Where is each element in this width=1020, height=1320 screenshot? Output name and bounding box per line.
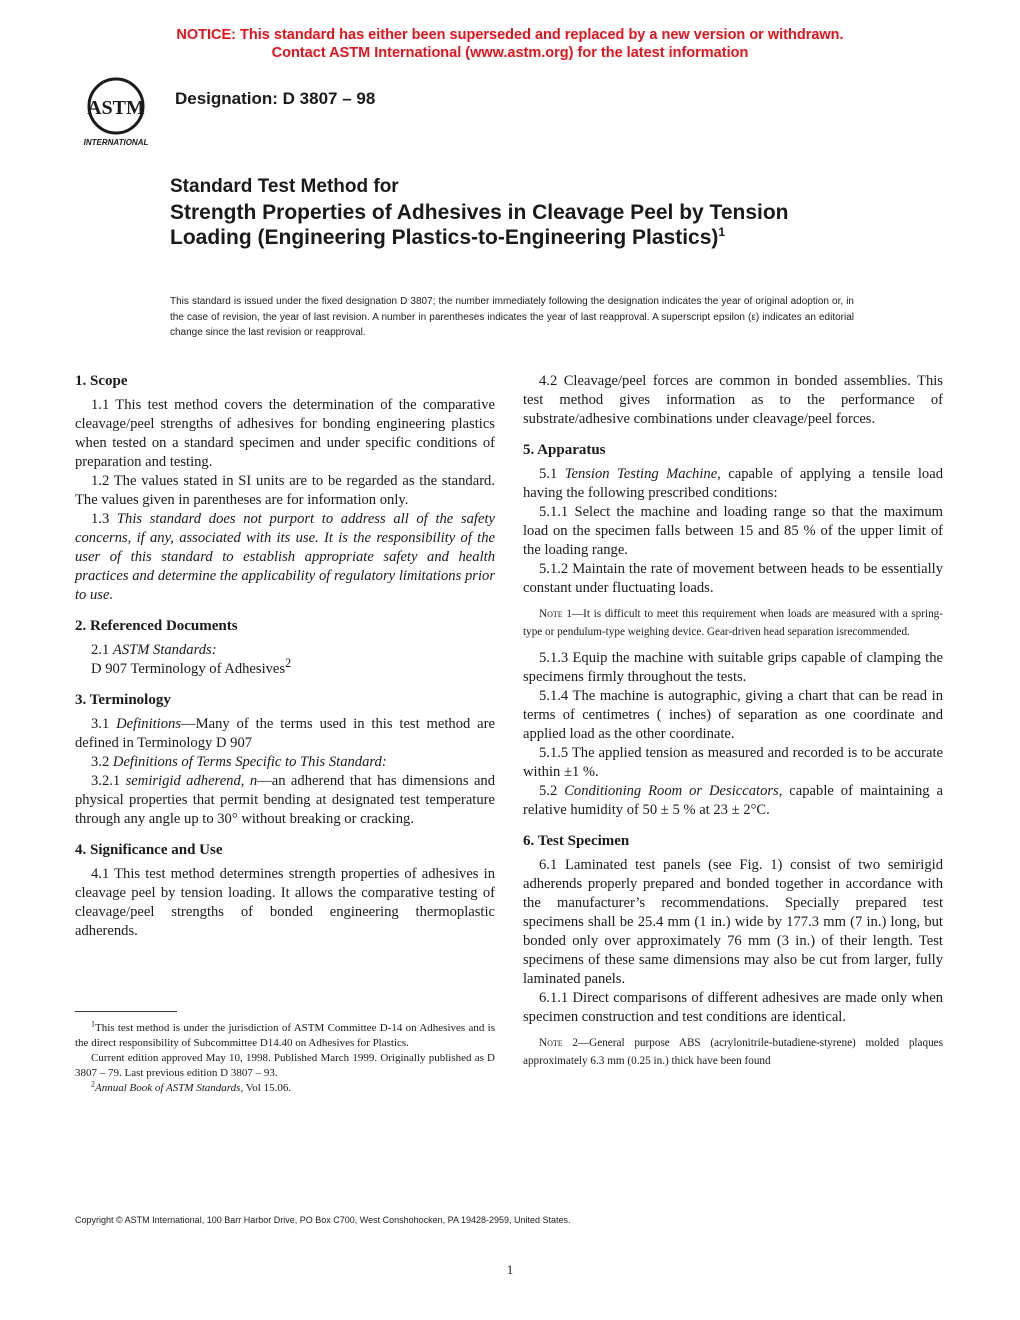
- left-column: [75, 372, 495, 953]
- section-apparatus: [523, 441, 943, 820]
- logo-subtext: INTERNATIONAL: [83, 138, 149, 147]
- section-heading: 6. Test Specimen: [523, 833, 630, 849]
- paragraph-number: 3.2.1: [91, 773, 121, 789]
- paragraph: [75, 715, 495, 753]
- paragraph: [523, 465, 943, 503]
- paragraph-number: 3.2: [91, 754, 110, 770]
- section-terminology: [75, 691, 495, 829]
- definition-text: —Many of the terms used in this test method are defined in Terminology D 907: [75, 716, 495, 751]
- note-label: Note 2: [539, 1037, 578, 1049]
- section-heading: 5. Apparatus: [523, 442, 606, 458]
- note-2: [523, 1035, 943, 1070]
- section-scope: [75, 372, 495, 605]
- section-significance: [75, 841, 495, 941]
- reference-text: D 907 Terminology of Adhesives: [91, 661, 286, 677]
- footnote-text: Annual Book of ASTM Standards: [95, 1082, 241, 1094]
- paragraph: 1.1 This test method covers the determination of the comparative cleavage/peel strengths of adhesives for bonding engineering plastics when tested on a standard specimen and under specific conditions of preparation and testing.: [75, 397, 495, 470]
- section-heading: 2. Referenced Documents: [75, 618, 238, 634]
- notice-line-1: NOTICE: This standard has either been superseded and replaced by a new version or withdrawn.: [176, 27, 844, 43]
- section-referenced-documents: [75, 617, 495, 679]
- footnote-2: [75, 1081, 495, 1096]
- term: Tension Testing Machine: [564, 466, 718, 482]
- withdrawal-notice: [0, 26, 1020, 62]
- note-label: Note 1: [539, 608, 572, 620]
- term: Definitions: [116, 716, 182, 732]
- paragraph: 6.1.1 Direct comparisons of different adhesives are made only when specimen construction and test conditions are identical.: [523, 990, 943, 1025]
- designation: Designation: D 3807 – 98: [175, 89, 376, 108]
- astm-logo-mark: [68, 72, 164, 152]
- paragraph-text: , capable of maintaining a relative humidity of 50 ± 5 % at 23 ± 2°C.: [523, 783, 943, 818]
- right-column: [523, 372, 943, 1082]
- footnote-divider: [75, 1011, 177, 1012]
- paragraph: 5.1.1 Select the machine and loading range so that the maximum load on the specimen falls between 15 and 85 % of the upper limit of the loading range.: [523, 504, 943, 558]
- note-text: —It is difficult to meet this requirement when loads are measured with a spring-type or pendulum-type weighing device. Gear-driven head separation isrecommended.: [523, 608, 943, 638]
- footnote-tail: , Vol 15.06.: [240, 1082, 292, 1094]
- footnote-1: [75, 1021, 495, 1051]
- note-text: —General purpose ABS (acrylonitrile-butadiene-styrene) molded plaques approximately 6.3 mm (0.25 in.) thick have been found: [523, 1037, 943, 1067]
- paragraph-number: 2.1: [91, 642, 110, 658]
- paragraph-text: , capable of applying a tensile load having the following prescribed conditions:: [523, 466, 943, 501]
- logo-text: ASTM: [87, 97, 145, 119]
- paragraph-number: 1.3: [91, 511, 110, 527]
- title-main: [170, 200, 850, 250]
- paragraph-number: 3.1: [91, 716, 110, 732]
- paragraph: [523, 782, 943, 820]
- paragraph: 4.1 This test method determines strength properties of adhesives in cleavage peel by tension loading. It allows the comparative testing of cleavage/peel strengths of bonded engineering thermoplastic adherends.: [75, 866, 495, 939]
- notice-line-2: Contact ASTM International (www.astm.org) for the latest information: [271, 45, 749, 61]
- paragraph: 5.1.3 Equip the machine with suitable grips capable of clamping the specimens firmly throughout the tests.: [523, 650, 943, 685]
- footnote-mark: 2: [91, 1079, 95, 1089]
- paragraph: 6.1 Laminated test panels (see Fig. 1) consist of two semirigid adherends properly prepared and bonded together in accordance with the manufacturer’s recommendations. Specially prepared test specimens shall be 25.4 mm (1 in.) wide by 177.3 mm (7 in.) long, but bonded only over approximately 76 mm (3 in.) of their length. Test specimens of these same dimensions may also be cut from larger, fully laminated panels.: [523, 857, 943, 987]
- paragraph: 4.2 Cleavage/peel forces are common in bonded assemblies. This test method gives information as to the performance of substrate/adhesive combinations under cleavage/peel forces.: [523, 373, 943, 427]
- paragraph: 5.1.5 The applied tension as measured and recorded is to be accurate within ±1 %.: [523, 745, 943, 780]
- footnote-mark: 1: [91, 1019, 95, 1029]
- issuance-statement: This standard is issued under the fixed designation D 3807; the number immediately following the designation indicates the year of original adoption or, in the case of revision, the year of last revision. A number in parentheses indicates the year of last reapproval. A superscript epsilon (ε) indicates an editorial change since the last revision or reapproval.: [170, 296, 854, 338]
- paragraph: [75, 772, 495, 829]
- safety-statement: This standard does not purport to address all of the safety concerns, if any, associated with its use. It is the responsibility of the user of this standard to establish appropriate safety and health practices and determine the applicability of regulatory limitations prior to use.: [75, 511, 495, 603]
- footnote-text: This test method is under the jurisdiction of ASTM Committee D-14 on Adhesives and is the direct responsibility of Subcommittee D14.40 on Adhesives for Plastics.: [75, 1022, 495, 1049]
- paragraph: 5.1.2 Maintain the rate of movement between heads to be essentially constant under fluctuating loads.: [523, 561, 943, 596]
- footnote-1-continued: Current edition approved May 10, 1998. Published March 1999. Originally published as D 3807 – 79. Last previous edition D 3807 – 93.: [75, 1052, 495, 1079]
- title-footnote-mark: 1: [718, 225, 726, 239]
- title-main-text: Strength Properties of Adhesives in Cleavage Peel by Tension Loading (Engineering Plastics-to-Engineering Plastics): [170, 201, 789, 249]
- paragraph-number: 5.1: [539, 466, 558, 482]
- title-line-1: Standard Test Method for: [170, 176, 399, 197]
- title-block: [170, 175, 850, 250]
- paragraph: [75, 656, 495, 679]
- copyright: Copyright © ASTM International, 100 Barr Harbor Drive, PO Box C700, West Conshohocken, PA 19428-2959, United States.: [75, 1215, 571, 1225]
- section-test-specimen: [523, 832, 943, 1070]
- section-heading: 3. Terminology: [75, 692, 171, 708]
- paragraph-number: 5.2: [539, 783, 558, 799]
- section-heading: 1. Scope: [75, 373, 128, 389]
- note-1: [523, 606, 943, 641]
- paragraph: 5.1.4 The machine is autographic, giving a chart that can be read in terms of centimetres ( inches) of separation as one coordinate and applied load as the other coordinate.: [523, 688, 943, 742]
- section-significance-continued: [523, 372, 943, 429]
- footnotes: [75, 1021, 495, 1096]
- astm-logo: [68, 72, 164, 152]
- section-heading: 4. Significance and Use: [75, 842, 223, 858]
- footnote-mark: 2: [285, 656, 292, 671]
- page-number: 1: [506, 1262, 514, 1277]
- term: Conditioning Room or Desiccators: [564, 783, 779, 799]
- paragraph: [75, 753, 495, 772]
- paragraph: [75, 510, 495, 605]
- term: semirigid adherend, n: [125, 773, 258, 789]
- subheading-text: Definitions of Terms Specific to This Standard:: [112, 754, 387, 770]
- definition-text: —an adherend that has dimensions and physical properties that permit bending at designated test temperature through any angle up to 30° without breaking or cracking.: [75, 773, 496, 827]
- paragraph: 1.2 The values stated in SI units are to be regarded as the standard. The values given in parentheses are for information only.: [75, 473, 495, 508]
- subheading-text: ASTM Standards:: [112, 642, 217, 658]
